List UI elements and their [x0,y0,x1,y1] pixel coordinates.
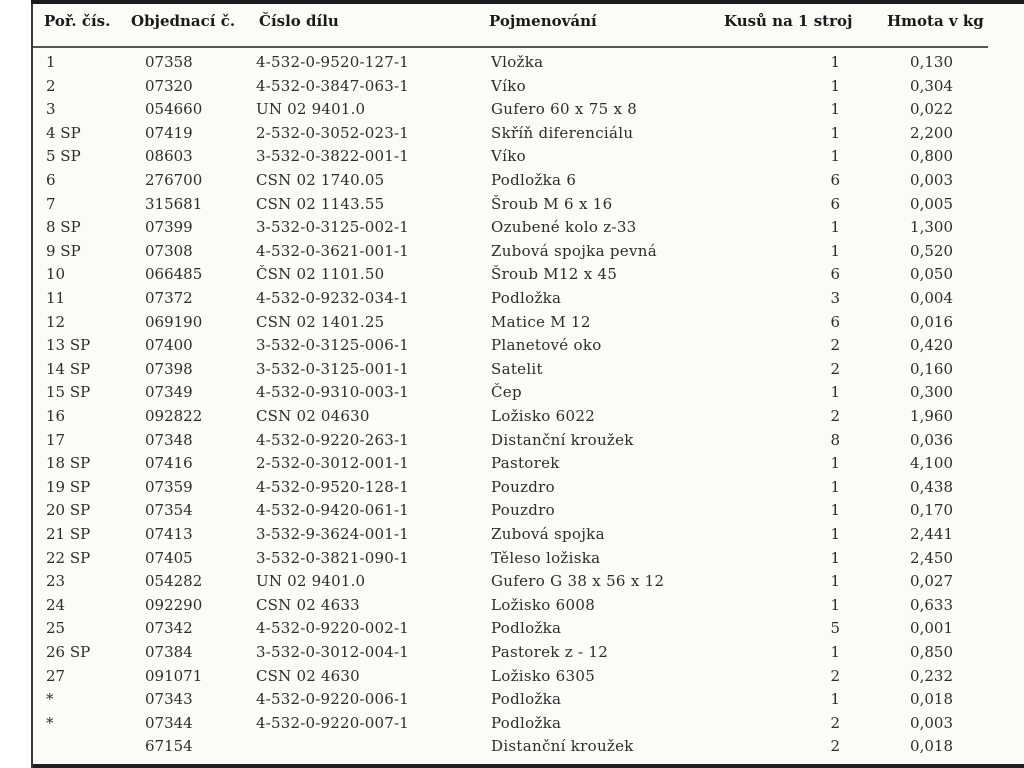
cell-order-number: 054282 [145,572,203,591]
cell-name: Ložisko 6305 [491,666,596,685]
cell-quantity: 6 [830,171,840,189]
header-index: Poř. čís. [44,12,111,30]
table-row [0,146,1024,168]
cell-order-number: 07413 [145,525,193,543]
cell-mass: 1,960 [910,407,953,425]
cell-index: 23 [46,572,66,591]
cell-order-number: 315681 [145,194,203,213]
cell-index: 2 [46,76,56,95]
cell-name: Podložka [491,690,562,709]
table-row [0,217,1024,239]
cell-name: Zubová spojka [491,525,605,543]
cell-name: Pastorek z - 12 [491,643,609,661]
cell-index: 24 [46,595,66,614]
cell-index: 6 [46,171,56,189]
cell-name: Šroub M12 x 45 [491,265,618,284]
cell-mass: 0,232 [910,666,953,685]
cell-mass: 0,800 [910,147,953,166]
cell-quantity: 1 [830,383,840,402]
cell-name: Podložka 6 [491,171,577,189]
cell-quantity: 1 [830,76,840,95]
cell-order-number: 07400 [145,336,193,355]
cell-name: Ložisko 6022 [491,407,596,425]
cell-name: Distanční kroužek [491,737,634,756]
table-row [0,618,1024,640]
cell-part-number: 3-532-0-3125-001-1 [256,359,410,378]
table-row [0,642,1024,664]
cell-name: Ozubené kolo z-33 [491,218,637,237]
cell-part-number: 4-532-0-9220-263-1 [256,430,410,449]
table-row [0,194,1024,216]
cell-name: Zubová spojka pevná [491,241,657,260]
cell-order-number: 07405 [145,548,193,567]
cell-name: Planetové oko [491,336,602,355]
cell-order-number: 066485 [145,265,203,284]
cell-index: 14 SP [46,359,91,378]
cell-mass: 0,130 [910,53,953,71]
cell-index: 12 [46,312,66,331]
cell-part-number: 4-532-0-9220-006-1 [256,690,410,709]
cell-index: 9 SP [46,241,81,260]
cell-name: Víko [491,76,526,95]
cell-order-number: 091071 [145,666,203,685]
cell-order-number: 07358 [145,53,193,71]
cell-quantity: 1 [830,147,840,166]
cell-index: 1 [46,53,56,71]
cell-part-number: 3-532-9-3624-001-1 [256,525,410,543]
cell-part-number: 2-532-0-3052-023-1 [256,123,410,142]
table-row [0,288,1024,310]
table-row [0,123,1024,145]
cell-order-number: 07384 [145,643,193,661]
cell-part-number: 3-532-0-3125-002-1 [256,218,410,237]
cell-index: * [46,690,54,709]
cell-quantity: 2 [830,407,840,425]
cell-mass: 0,022 [910,100,953,119]
header-part-number: Číslo dílu [259,12,339,30]
table-row [0,524,1024,546]
cell-name: Ložisko 6008 [491,595,596,614]
cell-mass: 0,004 [910,289,953,307]
cell-part-number: 3-532-0-3821-090-1 [256,548,410,567]
cell-quantity: 1 [830,501,840,520]
cell-index: 15 SP [46,383,91,402]
table-row [0,548,1024,570]
cell-index: 10 [46,265,66,284]
cell-order-number: 07416 [145,454,193,473]
cell-mass: 0,001 [910,619,953,638]
cell-order-number: 276700 [145,171,203,189]
table-row [0,713,1024,735]
cell-mass: 0,018 [910,690,953,709]
cell-quantity: 1 [830,123,840,142]
table-row [0,312,1024,334]
cell-mass: 0,003 [910,171,953,189]
cell-index: 5 SP [46,147,81,166]
cell-part-number: CSN 02 1740.05 [256,171,385,189]
table-row [0,571,1024,593]
cell-index: 26 SP [46,643,91,661]
bottom-rule [33,764,1024,768]
cell-part-number: 4-532-0-9520-128-1 [256,477,410,496]
cell-mass: 0,036 [910,430,953,449]
cell-quantity: 3 [830,289,840,307]
cell-mass: 0,050 [910,265,953,284]
cell-order-number: 07354 [145,501,193,520]
cell-quantity: 8 [830,430,840,449]
table-row [0,52,1024,74]
cell-mass: 0,003 [910,713,953,732]
cell-part-number: CSN 02 4630 [256,666,360,685]
cell-index: 19 SP [46,477,91,496]
cell-name: Pastorek [491,454,560,473]
cell-quantity: 1 [830,595,840,614]
cell-quantity: 5 [830,619,840,638]
cell-mass: 0,005 [910,194,953,213]
cell-index: 22 SP [46,548,91,567]
cell-part-number: CSN 02 1143.55 [256,194,385,213]
cell-name: Matice M 12 [491,312,591,331]
cell-order-number: 07308 [145,241,193,260]
cell-quantity: 1 [830,53,840,71]
cell-mass: 0,520 [910,241,953,260]
cell-name: Gufero 60 x 75 x 8 [491,100,638,119]
cell-mass: 2,200 [910,123,953,142]
cell-order-number: 092290 [145,595,203,614]
cell-quantity: 2 [830,666,840,685]
cell-index: 17 [46,430,66,449]
cell-part-number: UN 02 9401.0 [256,100,366,119]
cell-index: * [46,713,54,732]
cell-mass: 0,016 [910,312,953,331]
cell-part-number: 3-532-0-3012-004-1 [256,643,410,661]
cell-part-number: 3-532-0-3822-001-1 [256,147,410,166]
cell-name: Podložka [491,619,562,638]
cell-order-number: 069190 [145,312,203,331]
cell-mass: 0,170 [910,501,953,520]
cell-name: Skříň diferenciálu [491,123,634,142]
cell-index: 13 SP [46,336,91,355]
cell-name: Satelit [491,359,543,378]
cell-quantity: 1 [830,643,840,661]
cell-mass: 0,420 [910,336,953,355]
cell-index: 20 SP [46,501,91,520]
cell-part-number: 4-532-0-9232-034-1 [256,289,410,307]
cell-quantity: 1 [830,525,840,543]
table-row [0,170,1024,192]
top-rule [31,0,1024,4]
cell-order-number: 07398 [145,359,193,378]
cell-part-number: 4-532-0-9520-127-1 [256,53,410,71]
cell-name: Pouzdro [491,501,555,520]
cell-index: 3 [46,100,56,119]
cell-quantity: 6 [830,194,840,213]
cell-quantity: 1 [830,572,840,591]
cell-index: 8 SP [46,218,81,237]
table-row [0,595,1024,617]
table-row [0,453,1024,475]
cell-name: Čep [491,383,522,402]
cell-mass: 0,027 [910,572,953,591]
cell-mass: 4,100 [910,454,953,473]
cell-quantity: 2 [830,713,840,732]
cell-quantity: 1 [830,477,840,496]
cell-quantity: 6 [830,312,840,331]
cell-part-number: 4-532-0-9310-003-1 [256,383,410,402]
table-row [0,264,1024,286]
cell-part-number: 4-532-0-3847-063-1 [256,76,410,95]
cell-name: Vložka [491,53,544,71]
cell-mass: 0,300 [910,383,953,402]
header-name: Pojmenování [489,12,597,30]
cell-part-number: 4-532-0-9220-007-1 [256,713,410,732]
table-row [0,99,1024,121]
cell-quantity: 2 [830,359,840,378]
cell-name: Podložka [491,289,562,307]
cell-mass: 0,018 [910,737,953,756]
cell-part-number: UN 02 9401.0 [256,572,366,591]
cell-order-number: 092822 [145,407,203,425]
cell-quantity: 1 [830,690,840,709]
table-row [0,689,1024,711]
table-row [0,430,1024,452]
cell-quantity: 6 [830,265,840,284]
cell-order-number: 07348 [145,430,193,449]
header-mass: Hmota v kg [887,12,984,30]
table-row [0,666,1024,688]
cell-quantity: 1 [830,454,840,473]
table-row [0,736,1024,758]
cell-order-number: 07320 [145,76,193,95]
cell-name: Šroub M 6 x 16 [491,194,613,213]
cell-index: 27 [46,666,66,685]
cell-mass: 0,633 [910,595,953,614]
table-row [0,359,1024,381]
cell-order-number: 07419 [145,123,193,142]
cell-part-number: CSN 02 1401.25 [256,312,385,331]
cell-mass: 2,441 [910,525,953,543]
cell-index: 4 SP [46,123,81,142]
cell-part-number: CSN 02 04630 [256,407,370,425]
table-row [0,76,1024,98]
table-row [0,382,1024,404]
cell-order-number: 054660 [145,100,203,119]
cell-mass: 0,304 [910,76,953,95]
cell-index: 18 SP [46,454,91,473]
cell-part-number: ČSN 02 1101.50 [256,265,385,284]
table-row [0,241,1024,263]
cell-mass: 0,160 [910,359,953,378]
cell-order-number: 07343 [145,690,193,709]
cell-order-number: 07399 [145,218,193,237]
table-row [0,335,1024,357]
cell-name: Distanční kroužek [491,430,634,449]
cell-index: 16 [46,407,66,425]
table-row [0,406,1024,428]
cell-part-number: 3-532-0-3125-006-1 [256,336,410,355]
cell-name: Podložka [491,713,562,732]
cell-order-number: 67154 [145,737,193,756]
cell-quantity: 2 [830,336,840,355]
cell-quantity: 1 [830,548,840,567]
cell-mass: 0,438 [910,477,953,496]
header-rule [33,46,988,48]
cell-index: 25 [46,619,66,638]
header-order-number: Objednací č. [131,12,236,30]
table-row [0,500,1024,522]
cell-part-number: 2-532-0-3012-001-1 [256,454,410,473]
cell-mass: 0,850 [910,643,953,661]
cell-part-number: 4-532-0-3621-001-1 [256,241,410,260]
cell-order-number: 08603 [145,147,193,166]
cell-part-number: 4-532-0-9220-002-1 [256,619,410,638]
cell-quantity: 1 [830,100,840,119]
cell-order-number: 07349 [145,383,193,402]
cell-order-number: 07372 [145,289,193,307]
cell-name: Víko [491,147,526,166]
cell-order-number: 07342 [145,619,193,638]
cell-quantity: 1 [830,241,840,260]
cell-part-number: 4-532-0-9420-061-1 [256,501,410,520]
cell-index: 7 [46,194,56,213]
cell-name: Těleso ložiska [491,548,601,567]
cell-index: 11 [46,289,66,307]
cell-order-number: 07344 [145,713,193,732]
cell-name: Gufero G 38 x 56 x 12 [491,572,665,591]
cell-quantity: 2 [830,737,840,756]
cell-order-number: 07359 [145,477,193,496]
cell-mass: 2,450 [910,548,953,567]
cell-index: 21 SP [46,525,91,543]
header-quantity: Kusů na 1 stroj [724,12,853,30]
cell-mass: 1,300 [910,218,953,237]
cell-part-number: CSN 02 4633 [256,595,360,614]
table-row [0,477,1024,499]
cell-quantity: 1 [830,218,840,237]
cell-name: Pouzdro [491,477,555,496]
